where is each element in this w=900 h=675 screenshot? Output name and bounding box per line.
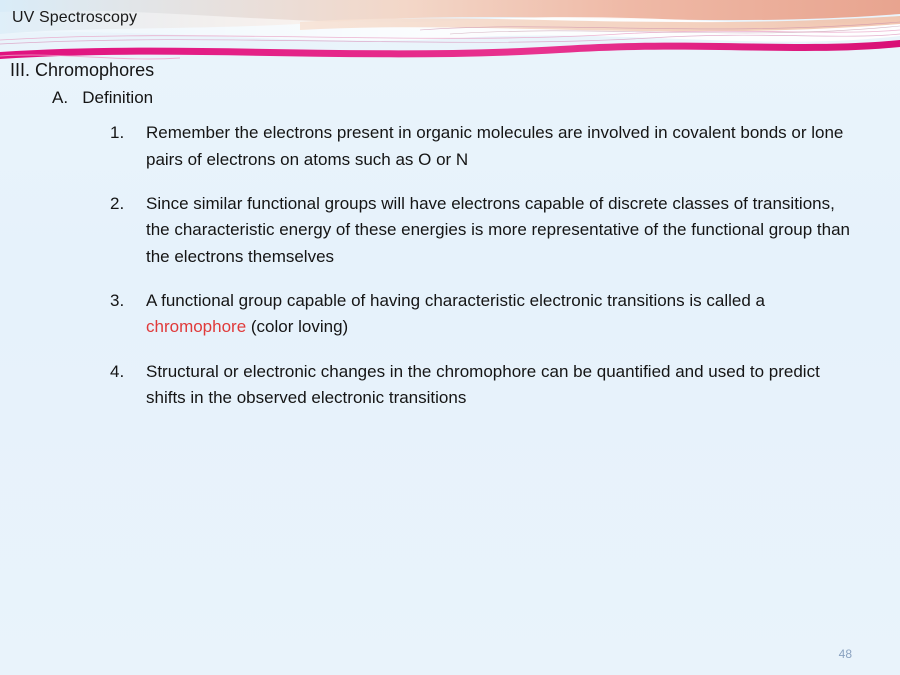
list-item-text: Remember the electrons present in organic molecules are involved in covalent bonds or lone pairs of electrons on atoms such as O or N (146, 123, 844, 169)
outline-level2-marker: A. (52, 88, 69, 108)
outline-level1-text: Chromophores (35, 60, 155, 80)
outline-level2-text: Definition (82, 88, 154, 108)
list-item (110, 359, 870, 412)
list-item (110, 288, 870, 341)
outline-level3-list (110, 120, 870, 411)
list-item (110, 120, 870, 173)
slide-body (0, 58, 900, 429)
outline-level2 (52, 87, 900, 110)
outline-level1 (10, 58, 900, 82)
page-number: 48 (838, 647, 852, 661)
list-item (110, 191, 870, 270)
list-item-number: 2. (110, 193, 125, 213)
page-title: UV Spectroscopy (12, 9, 138, 26)
highlighted-term: chromophore (146, 317, 247, 337)
list-item-number: 1. (110, 123, 125, 143)
list-item-text (146, 288, 858, 341)
title-bar (0, 0, 900, 36)
list-item-text: Structural or electronic changes in the chromophore can be quantified and used to predict shifts in the observed electronic transitions (146, 361, 820, 407)
list-item-number: 4. (110, 361, 125, 381)
outline-level1-marker: III. (10, 60, 31, 80)
list-item-number: 3. (110, 290, 125, 310)
list-item-text-before: A functional group capable of having characteristic electronic transitions is called a (146, 290, 765, 310)
list-item-text: Since similar functional groups will have electrons capable of discrete classes of transitions, the characteristic energy of these energies is more representative of the functional group than the electrons themselves (146, 193, 851, 266)
list-item-text-after: (color loving) (246, 317, 349, 337)
